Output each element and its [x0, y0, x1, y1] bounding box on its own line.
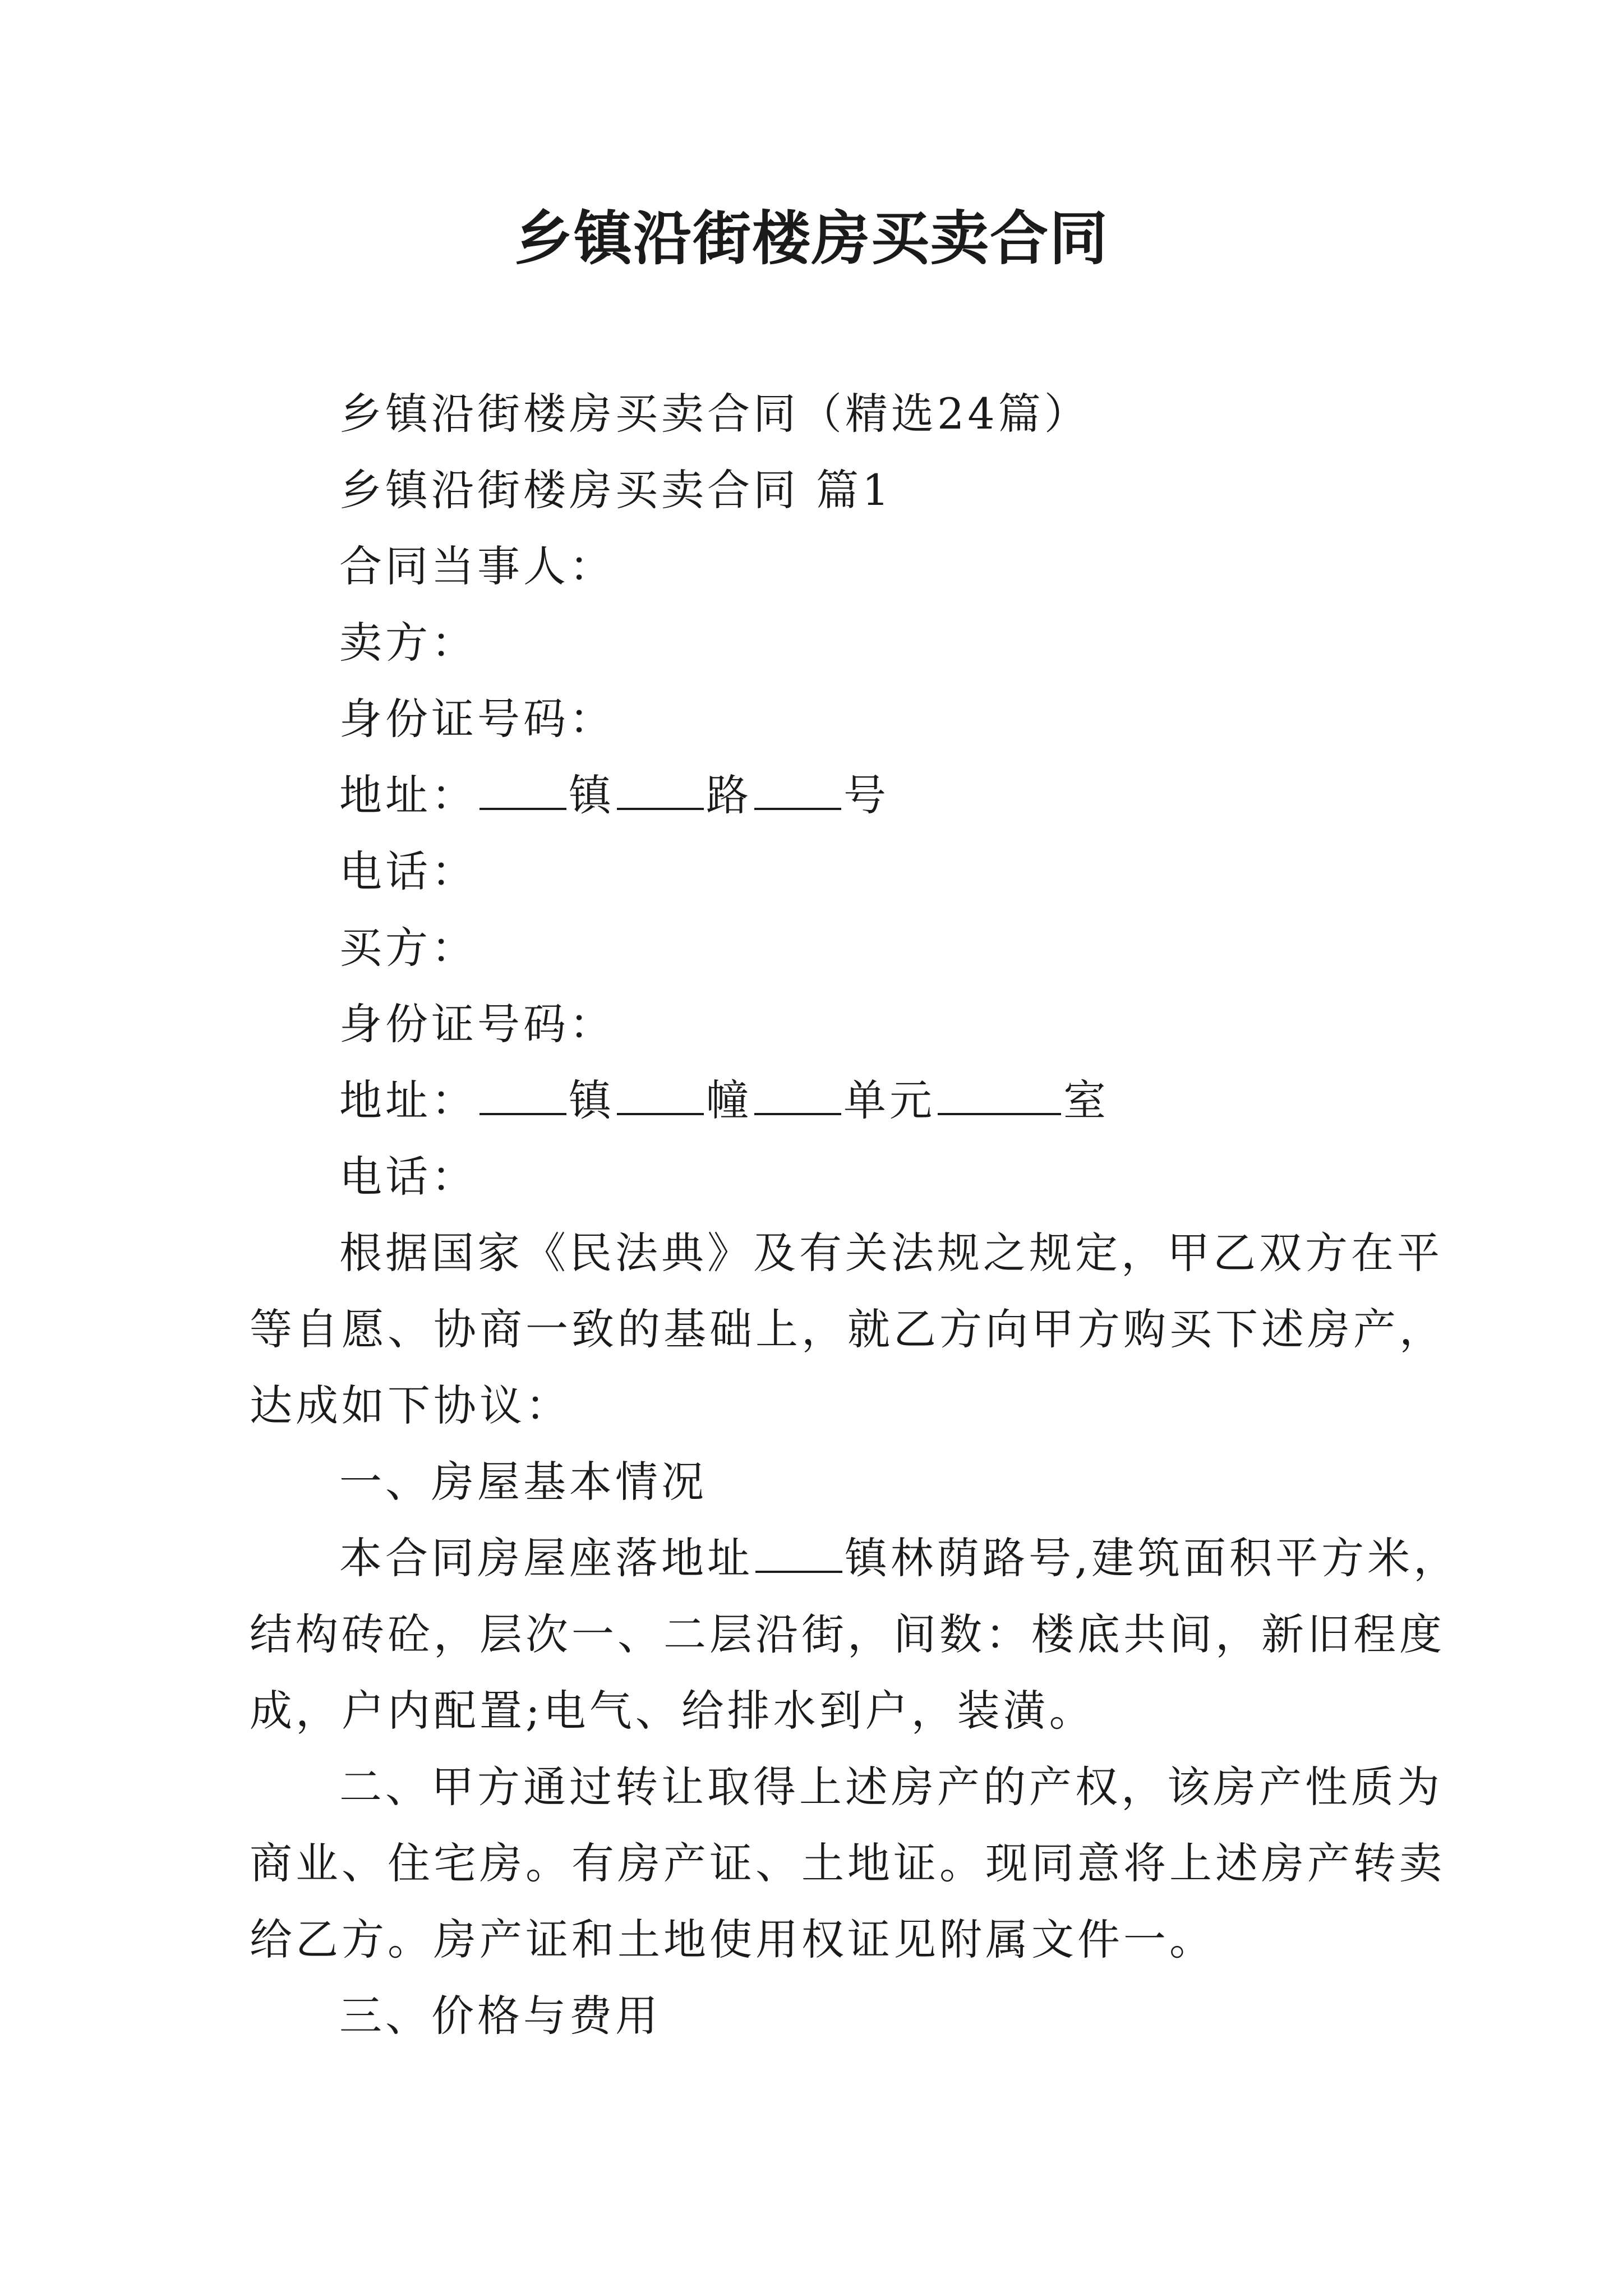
buyer-address-room: 室 [1063, 1075, 1109, 1125]
blank-field [479, 1074, 566, 1115]
blank-field [755, 1531, 842, 1573]
intro-line: 等自愿、协商一致的基础上，就乙方向甲方购买下述房产， [250, 1304, 1445, 1354]
section2-line: 二、甲方通过转让取得上述房产的产权，该房产性质为 [339, 1762, 1443, 1812]
section1-heading: 一、房屋基本情况 [339, 1457, 707, 1507]
blank-field [617, 769, 704, 810]
buyer-address-building: 幢 [706, 1075, 752, 1125]
seller-id-label: 身份证号码： [339, 694, 615, 744]
parties-label: 合同当事人： [339, 541, 615, 591]
section1-line1-prefix: 本合同房屋座落地址 [339, 1533, 753, 1583]
intro-paragraph [250, 1215, 1445, 1444]
section2-line: 给乙方。房产证和土地使用权证见附属文件一。 [250, 1915, 1215, 1964]
section1-line: 成，户内配置;电气、给排水到户，装潢。 [250, 1686, 1095, 1736]
document-title: 乡镇沿街楼房买卖合同 [514, 204, 1109, 273]
buyer-label: 买方： [339, 923, 477, 973]
seller-address [250, 757, 1399, 834]
part-heading: 乡镇沿街楼房买卖合同 篇1 [339, 465, 893, 515]
intro-line: 根据国家《民法典》及有关法规之规定，甲乙双方在平 [339, 1228, 1443, 1278]
seller-address-number: 号 [843, 770, 889, 820]
blank-field [479, 769, 566, 810]
buyer-address [250, 1062, 1399, 1139]
section2-paragraph [250, 1749, 1445, 1978]
seller-label: 卖方： [339, 618, 477, 668]
section3-heading: 三、价格与费用 [339, 1991, 661, 2041]
subtitle: 乡镇沿街楼房买卖合同（精选24篇） [339, 389, 1090, 439]
seller-phone-label: 电话： [339, 846, 477, 896]
section1-line1-suffix: 镇林荫路号,建筑面积平方米， [845, 1533, 1460, 1583]
blank-field [754, 769, 841, 810]
seller-address-road: 路 [706, 770, 752, 820]
section2-line: 商业、住宅房。有房产证、土地证。现同意将上述房产转卖 [250, 1838, 1445, 1888]
document-body [250, 376, 1460, 2054]
seller-address-town: 镇 [569, 770, 615, 820]
section1-paragraph [250, 1520, 1460, 1749]
buyer-phone-label: 电话： [339, 1152, 477, 1202]
section1-line [250, 1520, 1460, 1596]
buyer-address-town: 镇 [569, 1075, 615, 1125]
blank-field [938, 1074, 1061, 1115]
intro-line: 达成如下协议： [250, 1381, 571, 1430]
buyer-id-label: 身份证号码： [339, 999, 615, 1049]
blank-field [617, 1074, 704, 1115]
section1-line: 结构砖砼，层次一、二层沿街，间数：楼底共间，新旧程度 [250, 1609, 1445, 1659]
blank-field [754, 1074, 841, 1115]
buyer-address-prefix: 地址： [339, 1075, 477, 1125]
buyer-address-unit: 单元 [843, 1075, 935, 1125]
seller-address-prefix: 地址： [339, 770, 477, 820]
